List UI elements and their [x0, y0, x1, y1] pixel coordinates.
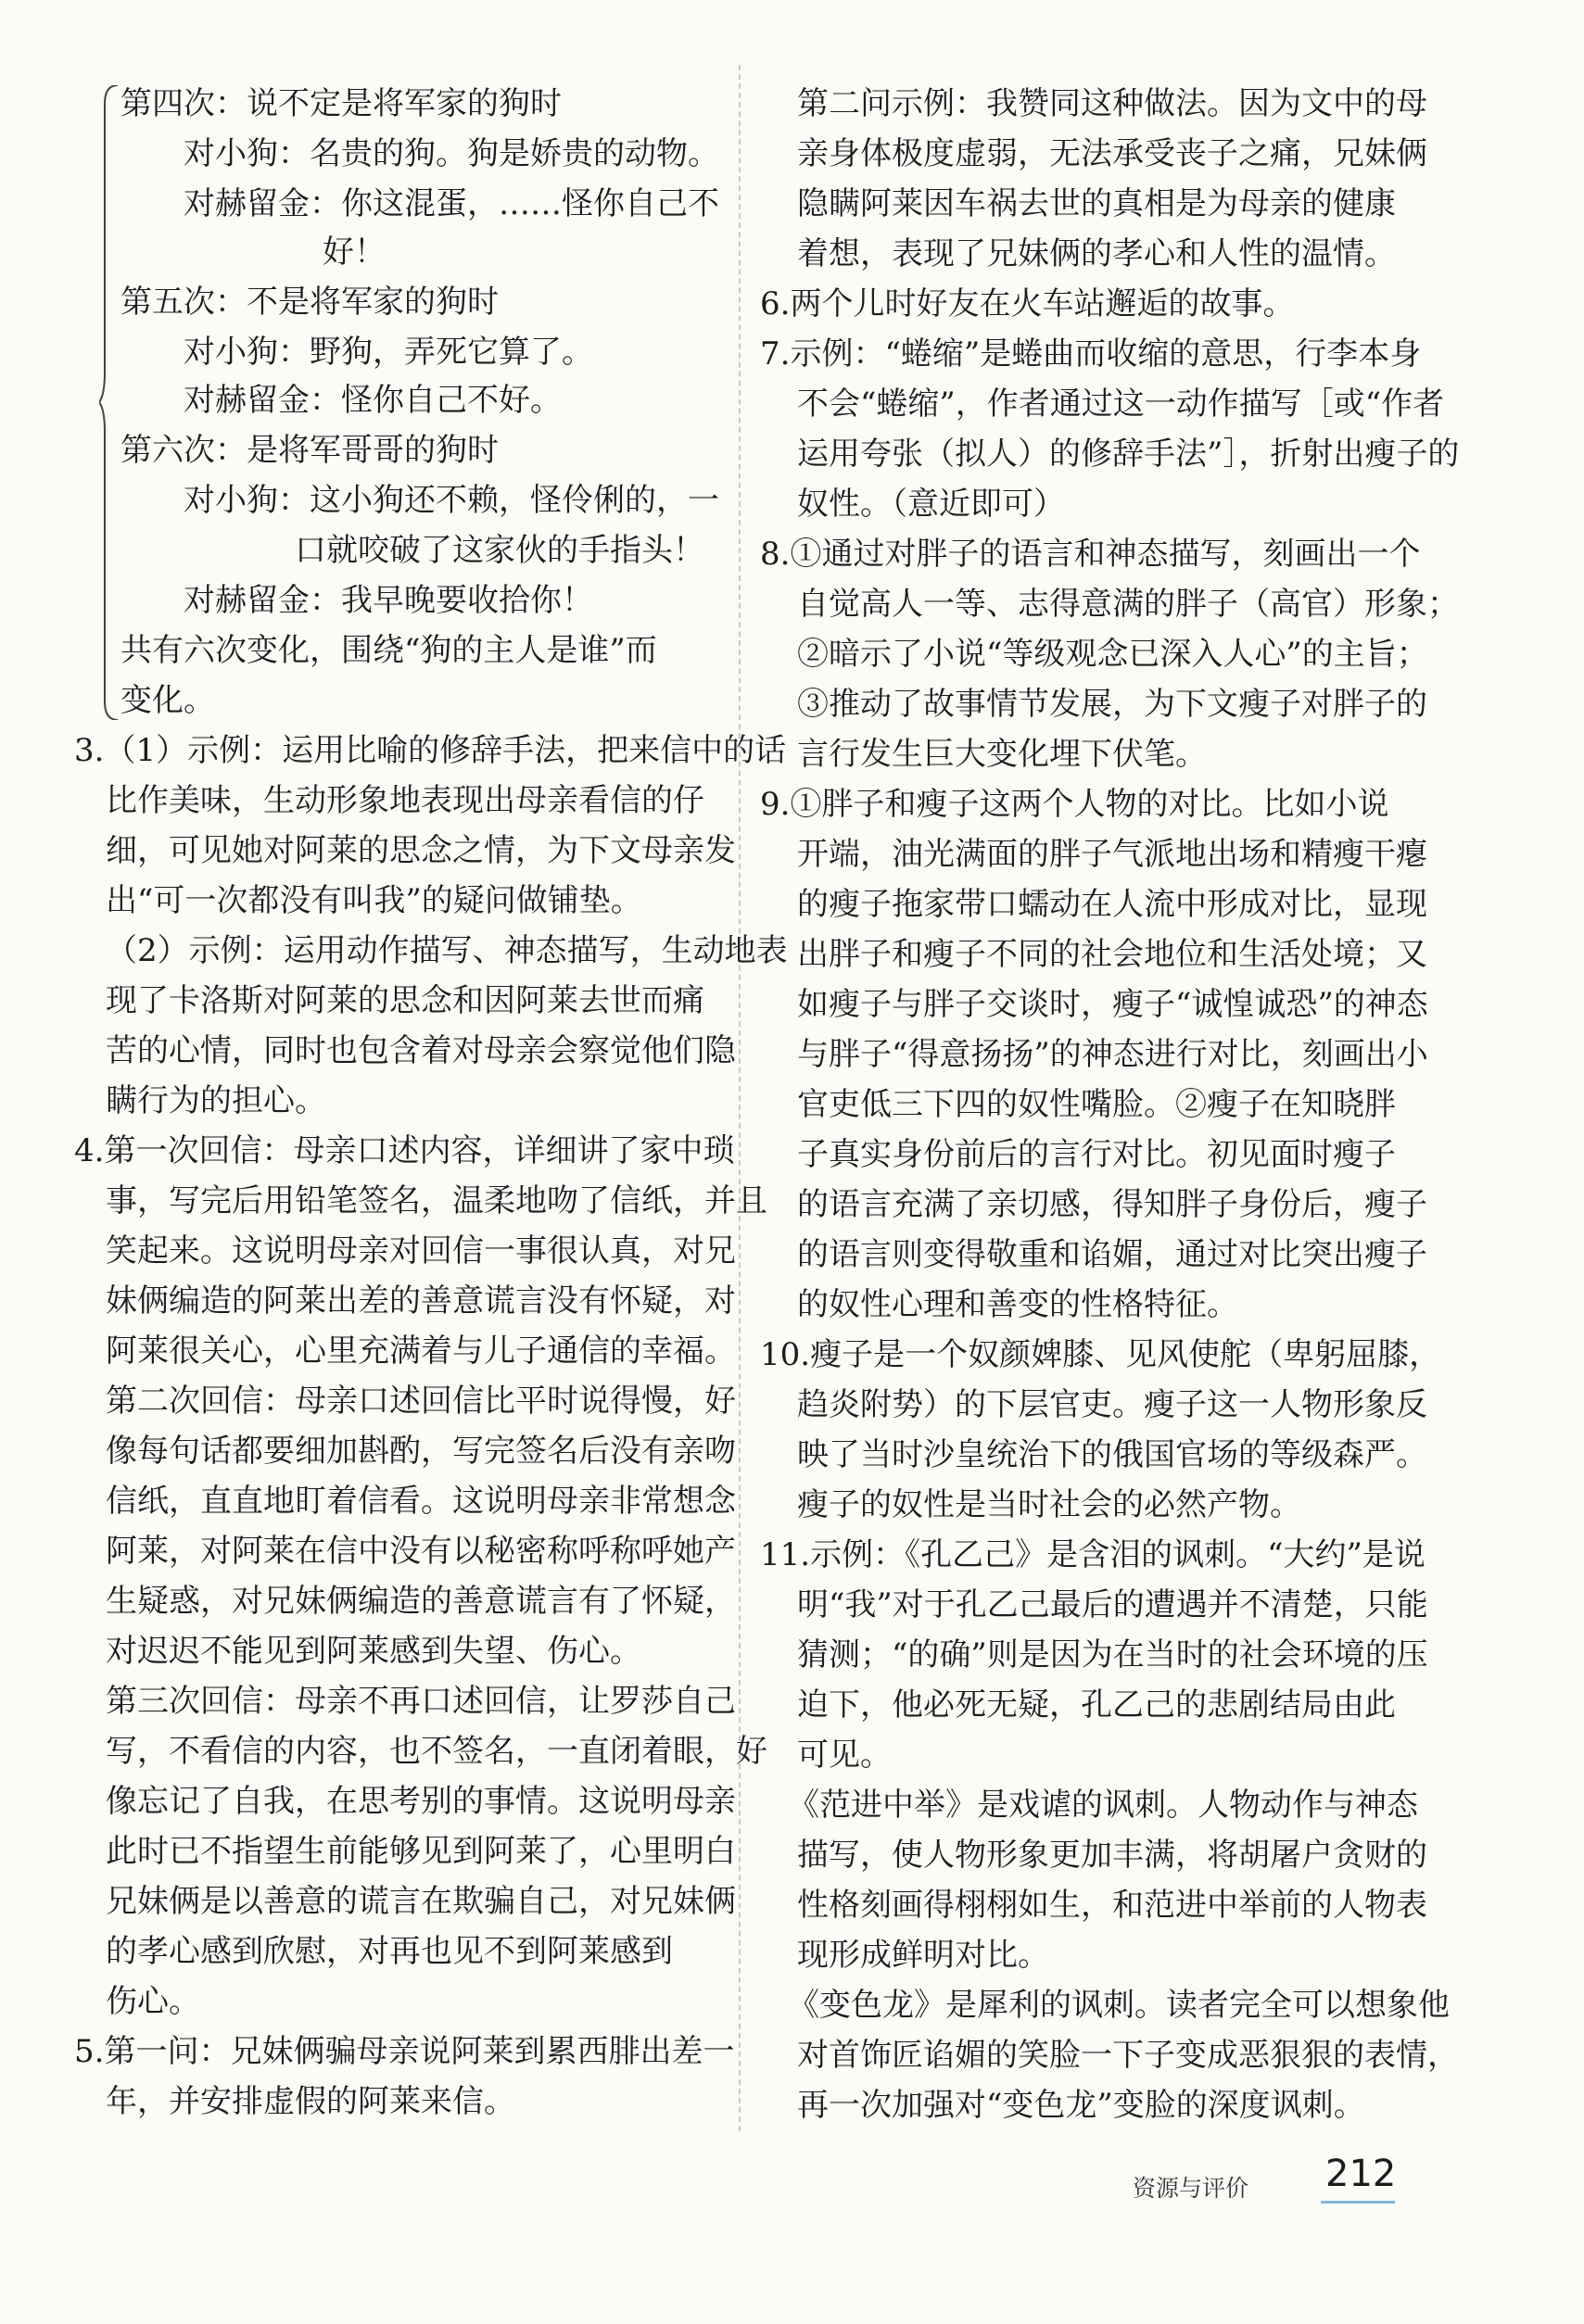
right-column-line: 迫下，他必死无疑，孔乙己的悲剧结局由此	[797, 1686, 1396, 1724]
right-column-line: 映了当时沙皇统治下的俄国官场的等级森严。	[797, 1436, 1427, 1473]
left-column-line: 第五次：不是将军家的狗时	[120, 284, 499, 321]
left-column-line: 信纸，直直地盯着信看。这说明母亲非常想念	[106, 1483, 736, 1520]
right-column-line: 现形成鲜明对比。	[797, 1937, 1049, 1974]
left-column-line: 3.（1）示例：运用比喻的修辞手法，把来信中的话	[74, 732, 787, 769]
right-column-line: 言行发生巨大变化埋下伏笔。	[797, 736, 1207, 773]
left-column-line: 生疑惑，对兄妹俩编造的善意谎言有了怀疑，	[106, 1583, 736, 1620]
right-column-line: 开端，油光满面的胖子气派地出场和精瘦干瘪	[797, 836, 1427, 873]
left-column-line: 像忘记了自我，在思考别的事情。这说明母亲	[106, 1783, 736, 1820]
right-column-line: 奴性。（意近即可）	[797, 486, 1065, 523]
right-column-line: 9.①胖子和瘦子这两个人物的对比。比如小说	[760, 786, 1389, 823]
page-number-underline	[1321, 2201, 1395, 2204]
right-column-line: 官吏低三下四的奴性嘴脸。②瘦子在知晓胖	[797, 1086, 1396, 1123]
left-column-line: 对小狗：野狗，弄死它算了。	[184, 334, 593, 371]
right-column-line: 可见。	[797, 1737, 892, 1774]
left-brace	[99, 85, 120, 720]
right-column-line: 《变色龙》是犀利的讽刺。读者完全可以想象他	[788, 1987, 1450, 2024]
right-column-line: 自觉高人一等、志得意满的胖子（高官）形象；	[797, 586, 1459, 623]
left-column-line: 妹俩编造的阿莱出差的善意谎言没有怀疑，对	[106, 1282, 736, 1320]
left-column-line: 的孝心感到欣慰，对再也见不到阿莱感到	[106, 1933, 673, 1970]
right-column-line: 8.①通过对胖子的语言和神态描写，刻画出一个	[760, 536, 1421, 573]
right-column-line: 猜测；“的确”则是因为在当时的社会环境的压	[797, 1636, 1428, 1674]
column-divider	[739, 65, 741, 2131]
left-column-line: 对小狗：名贵的狗。狗是娇贵的动物。	[184, 135, 719, 172]
left-column-line: 好！	[323, 234, 386, 271]
left-column-line: 年，并安排虚假的阿莱来信。	[106, 2083, 515, 2120]
right-column-line: 不会“蜷缩”，作者通过这一动作描写［或“作者	[797, 385, 1445, 423]
left-column-line: 第二次回信：母亲口述回信比平时说得慢，好	[106, 1383, 736, 1420]
left-column-line: 出“可一次都没有叫我”的疑问做铺垫。	[106, 882, 642, 919]
left-column-line: 对小狗：这小狗还不赖，怪伶俐的，一	[184, 482, 719, 519]
right-column-line: 明“我”对于孔乙己最后的遭遇并不清楚，只能	[797, 1586, 1428, 1623]
page-number: 212	[1325, 2153, 1397, 2195]
left-column-line: 对迟迟不能见到阿莱感到失望、伤心。	[106, 1633, 641, 1670]
right-column-line: 再一次加强对“变色龙”变脸的深度讽刺。	[797, 2087, 1365, 2124]
left-column-line: 事，写完后用铅笔签名，温柔地吻了信纸，并且	[106, 1182, 767, 1219]
right-column-line: 子真实身份前后的言行对比。初见面时瘦子	[797, 1136, 1396, 1173]
book-title: 资源与评价	[1133, 2175, 1249, 2202]
right-column-line: 11.示例：《孔乙己》是含泪的讽刺。“大约”是说	[760, 1536, 1426, 1573]
left-column-line: （2）示例：运用动作描写、神态描写，生动地表	[106, 932, 788, 969]
right-column-line: 描写，使人物形象更加丰满，将胡屠户贪财的	[797, 1837, 1427, 1874]
right-column-line: 的语言充满了亲切感，得知胖子身份后，瘦子	[797, 1186, 1427, 1223]
left-column-line: 阿莱，对阿莱在信中没有以秘密称呼称呼她产	[106, 1533, 736, 1570]
left-column-line: 第六次：是将军哥哥的狗时	[120, 432, 499, 469]
right-column-line: 的瘦子拖家带口蠕动在人流中形成对比，显现	[797, 886, 1427, 923]
left-column-line: 苦的心情，同时也包含着对母亲会察觉他们隐	[106, 1032, 736, 1069]
left-column-line: 此时已不指望生前能够见到阿莱了，心里明白	[106, 1833, 736, 1870]
left-column-line: 像每句话都要细加斟酌，写完签名后没有亲吻	[106, 1433, 736, 1470]
right-column-line: 如瘦子与胖子交谈时，瘦子“诚惶诚恐”的神态	[797, 986, 1428, 1023]
right-column-line: 6.两个儿时好友在火车站邂逅的故事。	[760, 285, 1295, 322]
right-column-line: 与胖子“得意扬扬”的神态进行对比，刻画出小	[797, 1036, 1428, 1073]
left-column-line: 变化。	[120, 682, 215, 719]
right-column-line: 着想，表现了兄妹俩的孝心和人性的温情。	[797, 235, 1396, 272]
left-column-line: 现了卡洛斯对阿莱的思念和因阿莱去世而痛	[106, 982, 704, 1019]
right-column-line: 对首饰匠谄媚的笑脸一下子变成恶狠狠的表情，	[797, 2037, 1459, 2074]
right-column-line: 的奴性心理和善变的性格特征。	[797, 1286, 1238, 1323]
right-column-line: 出胖子和瘦子不同的社会地位和生活处境；又	[797, 936, 1427, 973]
left-column-line: 口就咬破了这家伙的手指头！	[295, 532, 704, 569]
right-column-line: 性格刻画得栩栩如生，和范进中举前的人物表	[797, 1887, 1427, 1924]
left-column-line: 对赫留金：你这混蛋，……怪你自己不	[184, 185, 719, 222]
left-column-line: 共有六次变化，围绕“狗的主人是谁”而	[120, 632, 657, 669]
right-column-line: 10.瘦子是一个奴颜婢膝、见风使舵（卑躬屈膝，	[760, 1336, 1441, 1373]
right-column-line: 的语言则变得敬重和谄媚，通过对比突出瘦子	[797, 1236, 1427, 1273]
right-column-line: 第二问示例：我赞同这种做法。因为文中的母	[797, 85, 1427, 122]
right-column-line: ②暗示了小说“等级观念已深入人心”的主旨；	[797, 636, 1428, 673]
left-column-line: 笑起来。这说明母亲对回信一事很认真，对兄	[106, 1232, 736, 1269]
left-column-line: 5.第一问：兄妹俩骗母亲说阿莱到累西腓出差一	[74, 2033, 735, 2070]
right-column-line: ③推动了故事情节发展，为下文瘦子对胖子的	[797, 686, 1427, 723]
right-column-line: 趋炎附势）的下层官吏。瘦子这一人物形象反	[797, 1386, 1427, 1423]
right-column-line: 瘦子的奴性是当时社会的必然产物。	[797, 1486, 1301, 1523]
left-column-line: 对赫留金：我早晚要收拾你！	[184, 582, 593, 619]
left-column-line: 兄妹俩是以善意的谎言在欺骗自己，对兄妹俩	[106, 1883, 736, 1920]
right-column-line: 《范进中举》是戏谑的讽刺。人物动作与神态	[788, 1787, 1418, 1824]
left-column-line: 伤心。	[106, 1983, 200, 2020]
right-column-line: 隐瞒阿莱因车祸去世的真相是为母亲的健康	[797, 185, 1396, 222]
left-column-line: 细，可见她对阿莱的思念之情，为下文母亲发	[106, 832, 736, 869]
left-column-line: 第四次：说不定是将军家的狗时	[120, 85, 562, 122]
left-column-line: 4.第一次回信：母亲口述内容，详细讲了家中琐	[74, 1132, 735, 1169]
left-column-line: 阿莱很关心，心里充满着与儿子通信的幸福。	[106, 1333, 736, 1370]
left-column-line: 第三次回信：母亲不再口述回信，让罗莎自己	[106, 1683, 736, 1720]
right-column-line: 运用夸张（拟人）的修辞手法”］，折射出瘦子的	[797, 436, 1460, 473]
right-column-line: 7.示例：“蜷缩”是蜷曲而收缩的意思，行李本身	[760, 335, 1422, 373]
left-column-line: 瞒行为的担心。	[106, 1082, 326, 1119]
left-column-line: 写，不看信的内容，也不签名，一直闭着眼，好	[106, 1733, 767, 1770]
right-column-line: 亲身体极度虚弱，无法承受丧子之痛，兄妹俩	[797, 135, 1427, 172]
left-column-line: 比作美味，生动形象地表现出母亲看信的仔	[106, 782, 704, 819]
left-column-line: 对赫留金：怪你自己不好。	[184, 382, 562, 419]
